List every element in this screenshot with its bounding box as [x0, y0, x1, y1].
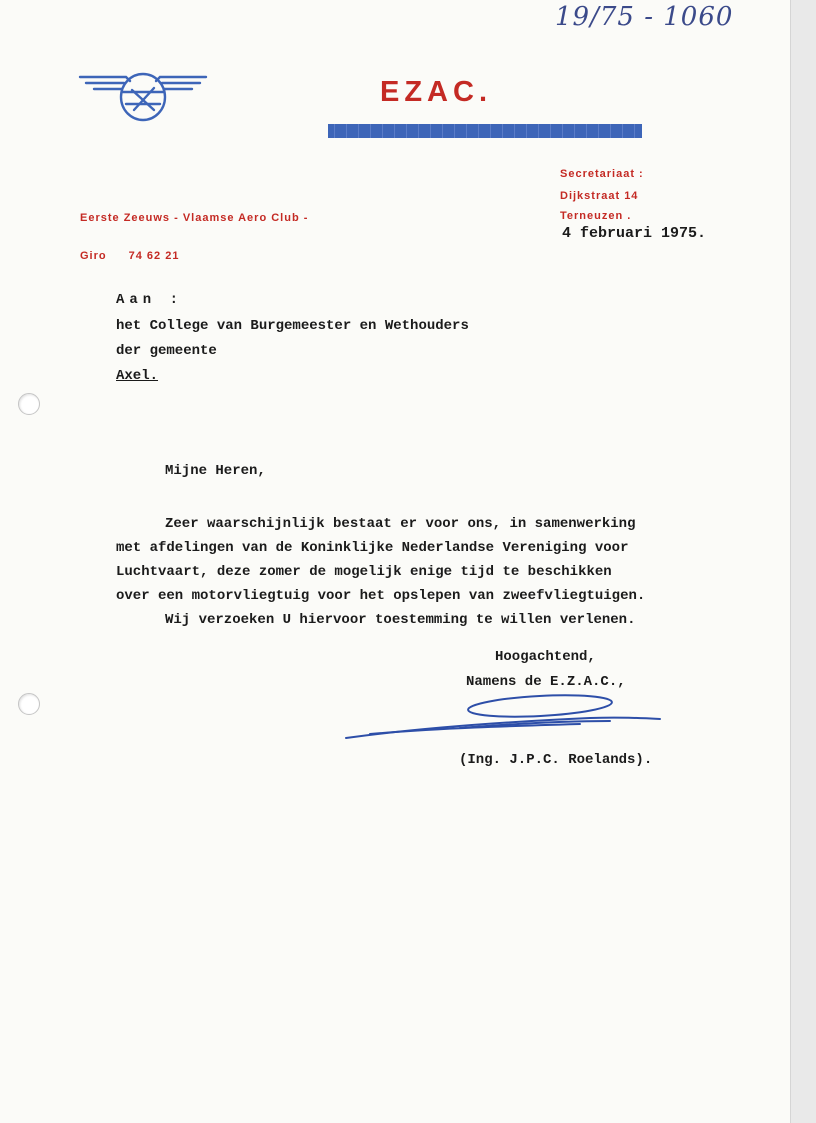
giro-number: 74 62 21 [128, 250, 180, 262]
handwritten-signature-icon [340, 688, 670, 748]
recipient-line: Axel. [116, 368, 159, 384]
salutation: Mijne Heren, [165, 463, 266, 479]
body-line: Luchtvaart, deze zomer de mogelijk enige tijd te beschikken [116, 564, 612, 580]
secretariat-city: Terneuzen . [560, 210, 632, 222]
punch-hole [18, 693, 40, 715]
body-line: over een motorvliegtuig voor het opslepen van zweefvliegtuigen. [116, 588, 646, 604]
body-line: Zeer waarschijnlijk bestaat er voor ons, in samenwerking [165, 516, 636, 532]
signer-name: (Ing. J.P.C. Roelands). [459, 752, 653, 768]
recipient-line: Aan : [116, 292, 184, 308]
letter-body [116, 512, 645, 632]
secretariat-label: Secretariaat : [560, 168, 644, 180]
on-behalf-line: Namens de E.Z.A.C., [466, 674, 626, 690]
punch-hole [18, 393, 40, 415]
giro-label: Giro [80, 250, 107, 262]
brand-wordmark: EZAC. [380, 76, 492, 108]
recipient-line: het College van Burgemeester en Wethouders [116, 318, 469, 334]
body-line: Wij verzoeken U hiervoor toestemming te willen verlenen. [165, 612, 636, 628]
letterhead-stripe [328, 124, 642, 138]
club-name: Eerste Zeeuws - Vlaamse Aero Club - [80, 212, 309, 224]
giro-line [80, 250, 179, 262]
winged-emblem-icon [78, 68, 208, 126]
body-line: met afdelingen van de Koninklijke Nederlandse Vereniging voor [116, 540, 629, 556]
letter-date: 4 februari 1975. [562, 225, 707, 242]
handwritten-reference-note: 19/75 - 1060 [555, 2, 734, 32]
recipient-line: der gemeente [116, 343, 217, 359]
secretariat-street: Dijkstraat 14 [560, 190, 639, 202]
closing-greeting: Hoogachtend, [495, 649, 596, 665]
